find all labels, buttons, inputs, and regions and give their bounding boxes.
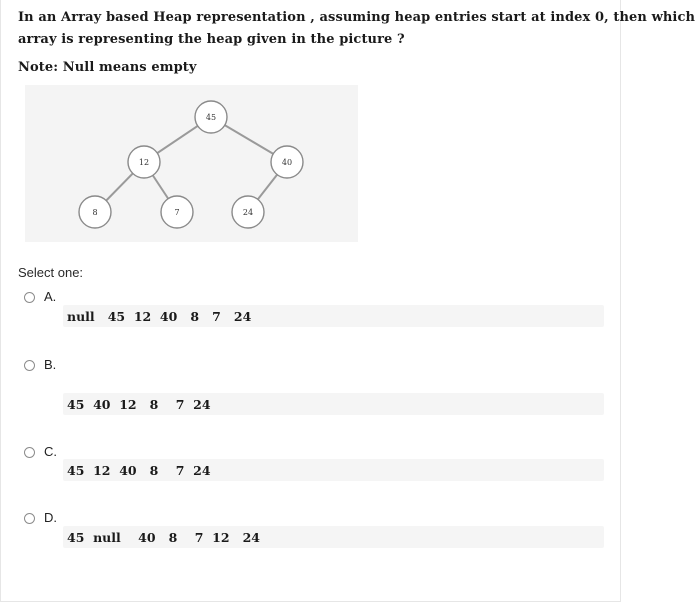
question-note: Note: Null means empty [18,60,197,75]
heap-tree-svg [25,85,358,242]
option-c-answer-box [63,459,604,481]
svg-text:40: 40 [281,158,293,167]
option-c-radio[interactable] [24,447,35,458]
svg-text:45: 45 [205,113,217,122]
option-a-letter: A. [44,289,57,304]
option-d-answer: 45 null 40 8 7 12 24 [67,530,260,545]
heap-node [195,101,227,133]
heap-node [161,196,193,228]
option-d-radio[interactable] [24,513,35,524]
option-d-answer-box [63,526,604,548]
option-c-answer: 45 12 40 8 7 24 [67,463,211,478]
heap-node [79,196,111,228]
option-b-answer: 45 40 12 8 7 24 [67,397,211,412]
heap-tree-image [25,85,358,242]
heap-node [128,146,160,178]
heap-node [271,146,303,178]
option-d-letter: D. [44,510,57,525]
svg-text:8: 8 [92,208,98,217]
question-text-line1: In an Array based Heap representation , assuming heap entries start at index 0, then which [18,10,695,25]
svg-text:12: 12 [138,158,150,167]
question-text-line2: array is representing the heap given in the picture ? [18,32,405,47]
option-c-letter: C. [44,444,57,459]
option-b-answer-box [63,393,604,415]
heap-node [232,196,264,228]
option-b-radio[interactable] [24,360,35,371]
option-b-letter: B. [44,357,57,372]
option-a-answer: null 45 12 40 8 7 24 [67,309,252,324]
svg-text:24: 24 [242,208,254,217]
select-one-label: Select one: [18,265,84,280]
option-a-answer-box [63,305,604,327]
option-a-radio[interactable] [24,292,35,303]
svg-text:7: 7 [174,208,180,217]
